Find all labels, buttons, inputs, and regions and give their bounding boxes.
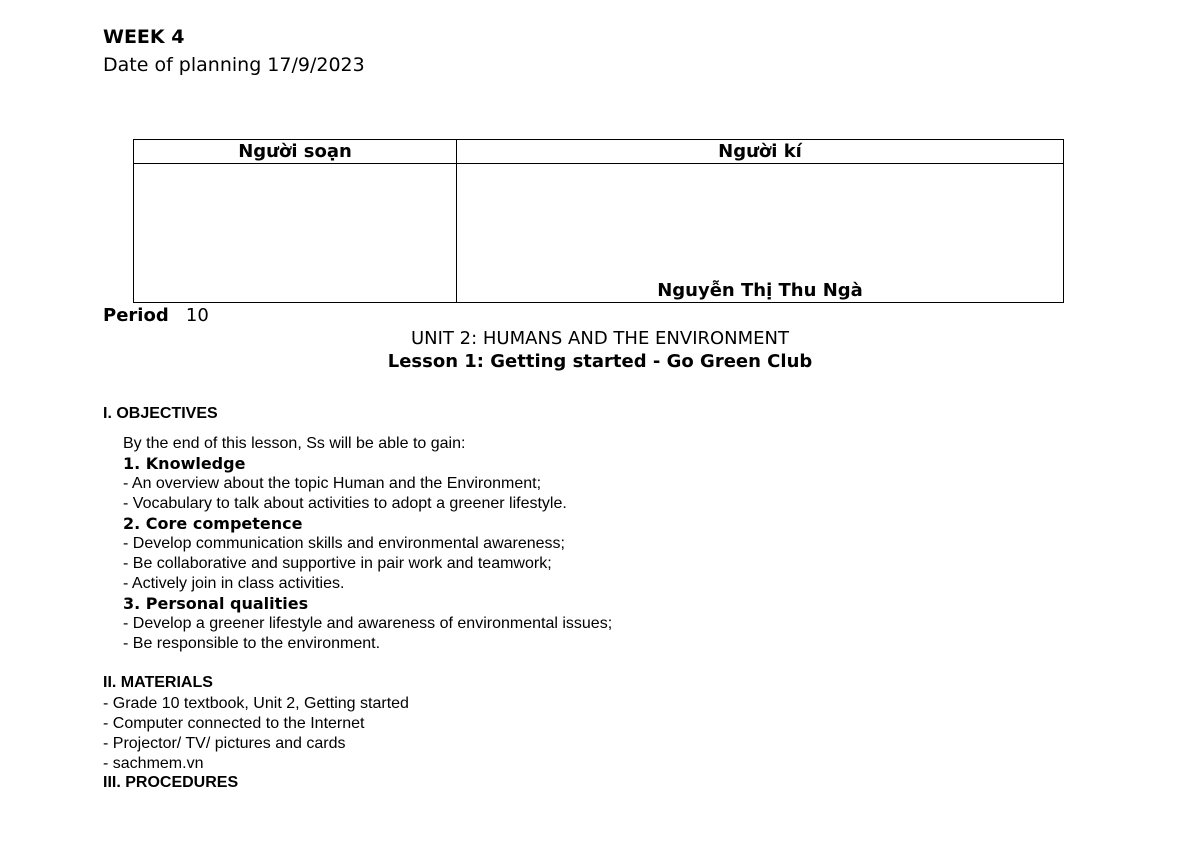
list-item: - Vocabulary to talk about activities to adopt a greener lifestyle. (123, 495, 567, 512)
list-item: - Projector/ TV/ pictures and cards (103, 735, 346, 752)
period-label: Period (103, 305, 169, 326)
procedures-heading: III. PROCEDURES (103, 774, 239, 791)
signature-table-header-row (134, 140, 1064, 164)
materials-heading: II. MATERIALS (103, 674, 213, 691)
period-line (103, 305, 209, 326)
week-label: WEEK 4 (103, 26, 185, 48)
list-item: - An overview about the topic Human and the Environment; (123, 475, 542, 492)
period-number: 10 (185, 305, 209, 326)
unit-title: UNIT 2: HUMANS AND THE ENVIRONMENT (410, 328, 790, 349)
list-item: - sachmem.vn (103, 755, 204, 772)
competence-heading: 2. Core competence (123, 514, 303, 533)
preparer-signature-cell (134, 164, 457, 303)
planning-date: Date of planning 17/9/2023 (103, 54, 365, 76)
list-item: - Actively join in class activities. (123, 575, 345, 592)
objectives-heading: I. OBJECTIVES (103, 405, 218, 422)
list-item: - Be collaborative and supportive in pair work and teamwork; (123, 555, 552, 572)
materials-list (103, 694, 409, 774)
qualities-heading: 3. Personal qualities (123, 594, 309, 613)
list-item: - Be responsible to the environment. (123, 635, 381, 652)
signer-name: Nguyễn Thị Thu Ngà (657, 280, 863, 301)
lesson-title: Lesson 1: Getting started - Go Green Club (387, 351, 813, 372)
preparer-header: Người soạn (134, 140, 457, 164)
signer-header: Người kí (457, 140, 1064, 164)
list-item: - Grade 10 textbook, Unit 2, Getting started (103, 695, 409, 712)
signer-signature-cell (457, 164, 1064, 303)
list-item: - Computer connected to the Internet (103, 715, 365, 732)
list-item: - Develop a greener lifestyle and awareness of environmental issues; (123, 615, 613, 632)
objectives-intro: By the end of this lesson, Ss will be able to gain: (123, 435, 466, 452)
objectives-body (123, 434, 612, 654)
signature-table-body-row (134, 164, 1064, 303)
list-item: - Develop communication skills and environmental awareness; (123, 535, 565, 552)
signature-table (133, 139, 1064, 303)
knowledge-heading: 1. Knowledge (123, 454, 246, 473)
